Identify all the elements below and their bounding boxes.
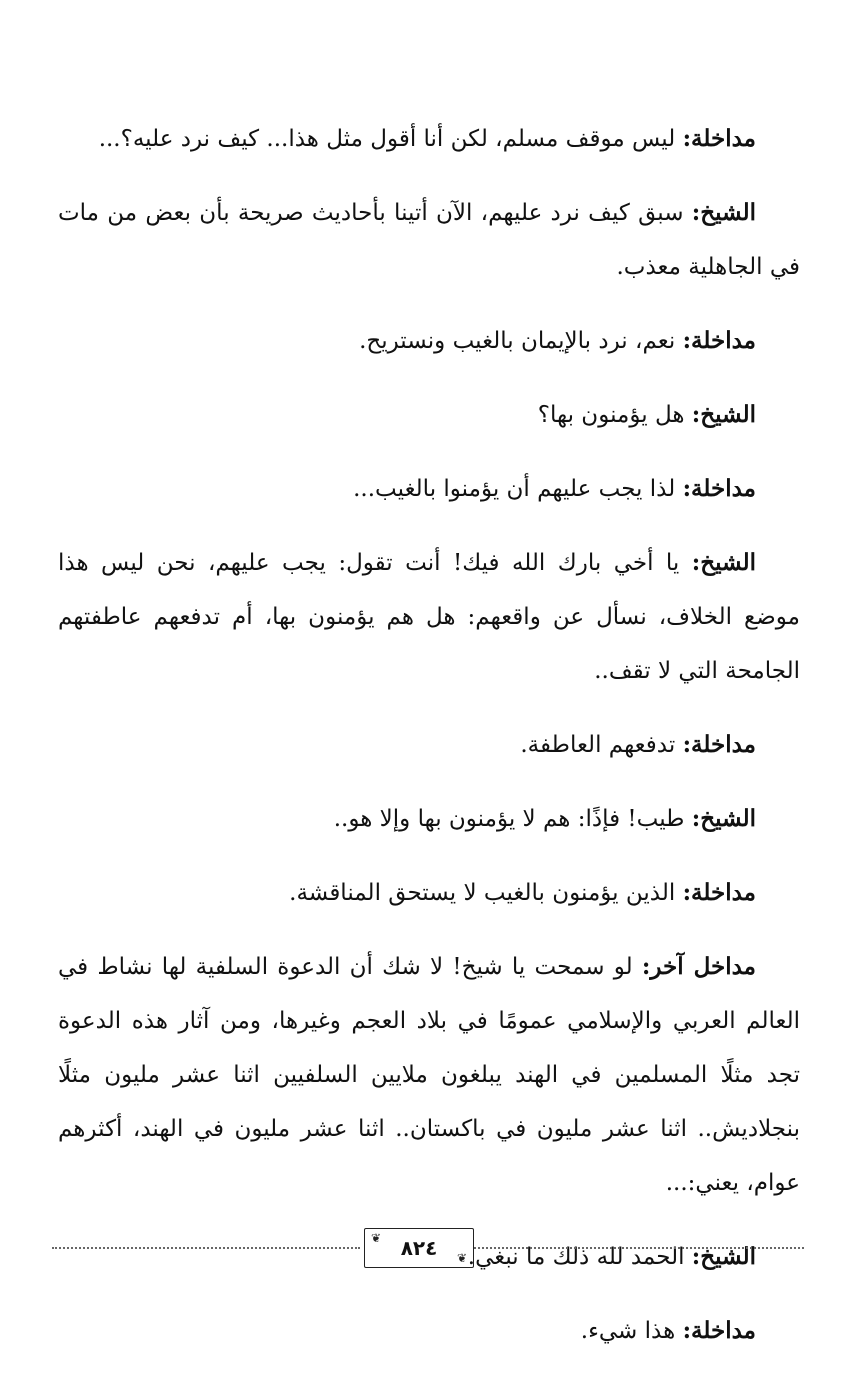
dialogue-paragraph (58, 388, 800, 442)
dialogue-paragraph (58, 536, 800, 698)
dialogue-paragraph (58, 1304, 800, 1358)
dialogue-paragraph (58, 462, 800, 516)
footer-divider (474, 1247, 804, 1249)
speaker-label: مداخلة: (682, 125, 756, 152)
decorative-frame-icon: ❦ (456, 1251, 467, 1265)
paragraph-text: يا أخي بارك الله فيك! أنت تقول: يجب عليهم، نحن ليس هذا موضع الخلاف، نسأل عن واقعهم: هل هم يؤمنون بها، أم تدفعهم عاطفتهم الجامحة التي لا تقف.. (58, 550, 800, 684)
dialogue-paragraph (58, 718, 800, 772)
page-footer (52, 1228, 804, 1268)
paragraph-text: نعم، نرد بالإيمان بالغيب ونستريح. (359, 328, 683, 354)
dialogue-paragraph (58, 186, 800, 294)
speaker-label: الشيخ: (691, 199, 756, 226)
dialogue-paragraph (58, 112, 800, 166)
speaker-label: مداخل آخر: (641, 953, 757, 980)
paragraph-text: الذين يؤمنون بالغيب لا يستحق المناقشة. (289, 880, 683, 906)
speaker-label: مداخلة: (682, 879, 756, 906)
speaker-label: الشيخ: (691, 1243, 756, 1270)
paragraph-text: هذا شيء. (580, 1318, 683, 1344)
speaker-label: الشيخ: (691, 401, 756, 428)
dialogue-paragraph (58, 866, 800, 920)
dialogue-text (58, 112, 800, 1378)
dialogue-paragraph (58, 940, 800, 1210)
speaker-label: مداخلة: (682, 327, 756, 354)
paragraph-text: تدفعهم العاطفة. (520, 732, 683, 758)
page-number: ٨٢٤ (400, 1236, 438, 1260)
footer-divider (52, 1247, 360, 1249)
paragraph-text: ليس موقف مسلم، لكن أنا أقول مثل هذا... كيف نرد عليه؟... (98, 126, 683, 152)
speaker-label: مداخلة: (682, 475, 756, 502)
paragraph-text: هل يؤمنون بها؟ (537, 402, 692, 428)
dialogue-paragraph (58, 792, 800, 846)
paragraph-text: طيب! فإذًا: هم لا يؤمنون بها وإلا هو.. (333, 806, 692, 832)
page-number-frame (364, 1228, 474, 1268)
speaker-label: الشيخ: (691, 805, 756, 832)
paragraph-text: لو سمحت يا شيخ! لا شك أن الدعوة السلفية لها نشاط في العالم العربي والإسلامي عمومًا في بلاد العجم وغيرها، ومن آثار هذه الدعوة تجد مثلًا المسلمين في الهند يبلغون ملايين السلفيين اثنا عشر مليون مثلًا بنجلاديش.. اثنا عشر مليون في باكستان.. اثنا عشر مليون في الهند، أكثرهم عوام، يعني:... (58, 954, 800, 1196)
speaker-label: الشيخ: (691, 549, 756, 576)
decorative-frame-icon: ❦ (371, 1231, 382, 1245)
speaker-label: مداخلة: (682, 1317, 756, 1344)
paragraph-text: لذا يجب عليهم أن يؤمنوا بالغيب... (353, 476, 683, 502)
speaker-label: مداخلة: (682, 731, 756, 758)
paragraph-text: سبق كيف نرد عليهم، الآن أتينا بأحاديث صريحة بأن بعض من مات في الجاهلية معذب. (58, 200, 800, 280)
dialogue-paragraph (58, 314, 800, 368)
paragraph-text: الحمد لله ذلك ما نبغي. (467, 1244, 692, 1270)
